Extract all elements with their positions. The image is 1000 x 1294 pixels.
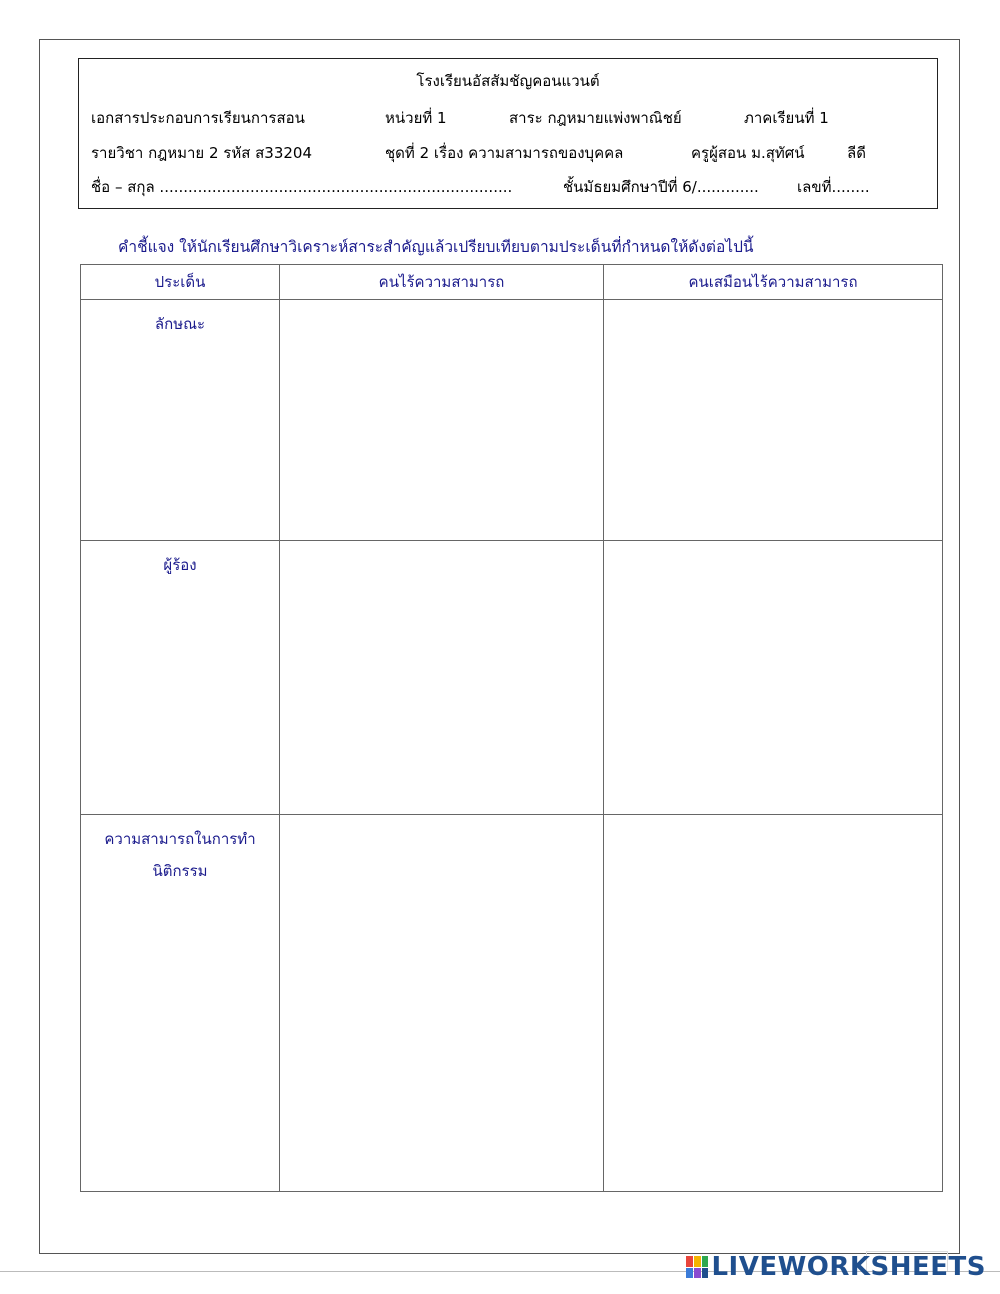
comparison-table bbox=[80, 264, 943, 1192]
name-field[interactable]: ชื่อ – สกุล .......................................................................... bbox=[91, 178, 513, 196]
answer-cell-quasi-incompetent[interactable] bbox=[604, 541, 943, 815]
issue-cell bbox=[81, 541, 280, 815]
issue-label: ลักษณะ bbox=[154, 315, 206, 333]
header-line-2 bbox=[79, 141, 937, 163]
header-line-1 bbox=[79, 106, 937, 128]
issue-label bbox=[81, 815, 279, 887]
header-quasi-incompetent: คนเสมือนไร้ความสามารถ bbox=[604, 265, 943, 300]
header-issue: ประเด็น bbox=[81, 265, 280, 300]
table-row bbox=[81, 815, 943, 1192]
instruction-text: คำชี้แจง ให้นักเรียนศึกษาวิเคราะห์สาระสำคัญแล้วเปรียบเทียบตามประเด็นที่กำหนดให้ดังต่อไปนี้ bbox=[118, 238, 754, 256]
teacher-surname: ลีดี bbox=[847, 144, 866, 162]
answer-cell-incompetent[interactable] bbox=[280, 815, 604, 1192]
answer-cell-incompetent[interactable] bbox=[280, 541, 604, 815]
subject-label: สาระ กฎหมายแพ่งพาณิชย์ bbox=[509, 109, 682, 127]
table-row bbox=[81, 300, 943, 541]
table-header-row bbox=[81, 265, 943, 300]
liveworksheets-brand bbox=[686, 1252, 986, 1282]
school-name: โรงเรียนอัสสัมชัญคอนแวนต์ bbox=[416, 72, 600, 90]
set-label: ชุดที่ 2 เรื่อง ความสามารถของบุคคล bbox=[385, 144, 624, 162]
issue-label: ผู้ร้อง bbox=[163, 556, 197, 574]
semester-label: ภาคเรียนที่ 1 bbox=[744, 109, 829, 127]
issue-cell bbox=[81, 300, 280, 541]
teacher-label: ครูผู้สอน ม.สุทัศน์ bbox=[691, 144, 805, 162]
header-incompetent: คนไร้ความสามารถ bbox=[280, 265, 604, 300]
grade-field[interactable]: ชั้นมัธยมศึกษาปีที่ 6/............. bbox=[563, 178, 759, 196]
header-box bbox=[78, 58, 938, 209]
issue-cell bbox=[81, 815, 280, 1192]
answer-cell-incompetent[interactable] bbox=[280, 300, 604, 541]
table-row bbox=[81, 541, 943, 815]
liveworksheets-logo-icon bbox=[686, 1256, 708, 1278]
answer-cell-quasi-incompetent[interactable] bbox=[604, 815, 943, 1192]
doc-type: เอกสารประกอบการเรียนการสอน bbox=[91, 109, 305, 127]
brand-text: LIVEWORKSHEETS bbox=[711, 1252, 986, 1282]
issue-label-line-1: ความสามารถในการทำ bbox=[104, 830, 256, 848]
number-field[interactable]: เลขที่........ bbox=[797, 178, 870, 196]
issue-label-line-2: นิติกรรม bbox=[152, 862, 208, 880]
unit-label: หน่วยที่ 1 bbox=[385, 109, 447, 127]
header-line-3 bbox=[79, 175, 937, 197]
course-label: รายวิชา กฎหมาย 2 รหัส ส33204 bbox=[91, 144, 313, 162]
answer-cell-quasi-incompetent[interactable] bbox=[604, 300, 943, 541]
